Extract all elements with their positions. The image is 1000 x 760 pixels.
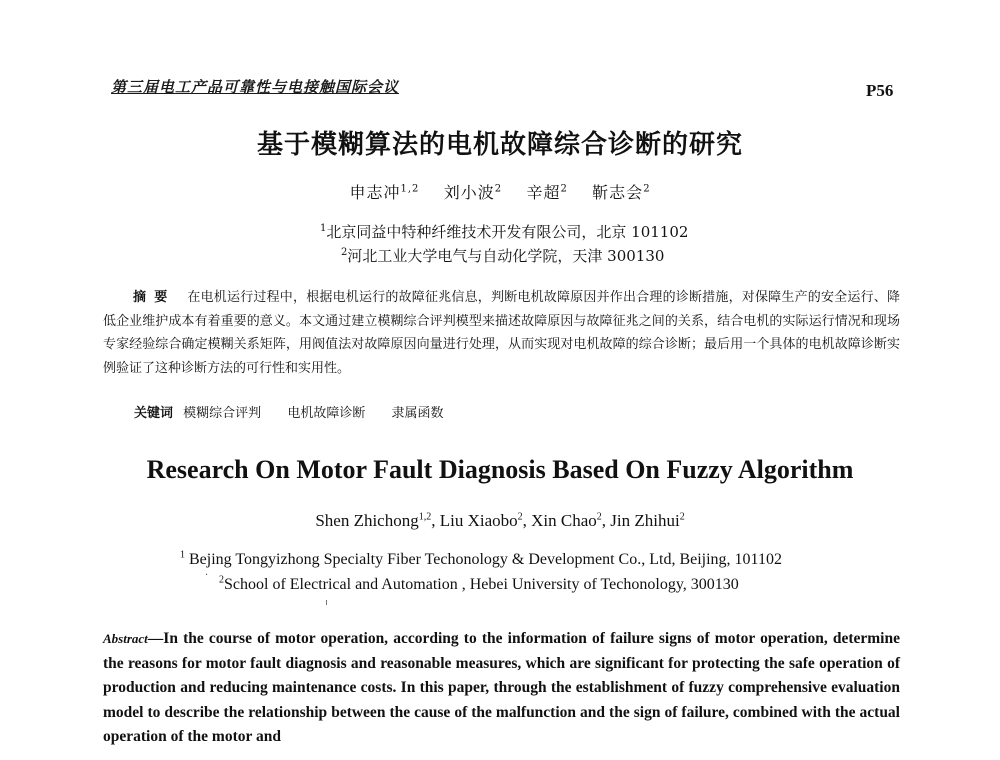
author-name: Liu Xiaobo	[439, 511, 518, 530]
affiliation-mark: 1	[180, 549, 185, 561]
english-authors: Shen Zhichong$^{1,2}$, Liu Xiaobo$^2$, Xin Chao$^2$, Jin Zhihui$^2$	[315, 511, 685, 530]
chinese-keywords	[134, 402, 465, 421]
english-affiliation-1	[180, 551, 782, 569]
chinese-affiliation-2	[341, 245, 664, 266]
chinese-authors	[0, 180, 1000, 203]
affiliation-text: 北京同益中特种纤维技术开发有限公司，北京 101102	[326, 223, 689, 241]
author-affiliation-mark: 1,2	[400, 183, 420, 195]
conference-header: 第三届电工产品可靠性与电接触国际会议	[111, 78, 400, 96]
abstract-text: 在电机运行过程中，根据电机运行的故障征兆信息，判断电机故障原因并作出合理的诊断措施，对保障生产的安全运行、降低企业维护成本有着重要的意义。本文通过建立模糊综合评判模型来描述故障原因与故障征兆之间的关系，结合电机的实际运行情况和现场专家经验综合确定模糊关系矩阵，用阀值法对故障原因向量进行处理，从而实现对电机故障的综合诊断；最后用一个具体的电机故障诊断实例验证了这种诊断方法的可行性和实用性。	[103, 290, 900, 376]
affiliation-mark: 2	[219, 574, 224, 586]
abstract-label: Abstract	[103, 631, 148, 646]
author-affiliation-mark: 1,2	[418, 511, 432, 523]
abstract-label: 摘要	[133, 290, 176, 305]
keyword: 隶属函数	[391, 406, 444, 421]
affiliation-text: Bejing Tongyizhong Specialty Fiber Techonology & Development Co., Ltd, Beijing, 101102	[189, 551, 782, 568]
author-name: Shen Zhichong	[315, 511, 419, 530]
author-affiliation-mark: 2	[494, 183, 503, 195]
author-affiliation-mark: 2	[517, 511, 523, 523]
affiliation-text: 河北工业大学电气与自动化学院，天津 300130	[347, 247, 665, 265]
author-affiliation-mark: 2	[643, 183, 651, 195]
page-number: P56	[866, 81, 894, 100]
affiliation-mark: 2	[341, 247, 348, 258]
english-affiliation-2	[219, 576, 739, 594]
scan-speck: ·	[205, 570, 209, 581]
author-name: 申志冲	[349, 183, 401, 202]
author-name: Xin Chao	[531, 511, 597, 530]
keyword: 电机故障诊断	[287, 406, 366, 421]
english-title: Research On Motor Fault Diagnosis Based On Fuzzy Algorithm	[146, 455, 854, 484]
author-name: 辛超	[526, 183, 561, 202]
author-name: Jin Zhihui	[610, 511, 680, 530]
author-name: 刘小波	[443, 183, 495, 202]
affiliation-mark: 1	[320, 223, 327, 234]
scan-speck	[326, 600, 327, 605]
chinese-abstract	[103, 286, 900, 380]
author-affiliation-mark: 2	[679, 511, 685, 523]
author-name: 靳志会	[592, 183, 644, 202]
chinese-affiliation-1	[320, 221, 688, 242]
author-affiliation-mark: 2	[560, 183, 568, 195]
keywords-label: 关键词	[134, 406, 174, 421]
affiliation-text: School of Electrical and Automation , Hebei University of Techonology, 300130	[224, 576, 739, 593]
chinese-title: 基于模糊算法的电机故障综合诊断的研究	[256, 130, 743, 160]
english-abstract	[103, 627, 900, 750]
keyword: 模糊综合评判	[183, 406, 262, 421]
abstract-text: —In the course of motor operation, according to the information of failure signs of motor operation, determine the reasons for motor fault diagnosis and reasonable measures, which are significant for protecting the safe operation of production and reducing maintenance costs. In this paper, through the establishment of fuzzy comprehensive evaluation model to describe the relationship between the cause of the malfunction and the sign of failure, combined with the actual operation of the motor and	[103, 630, 900, 746]
author-affiliation-mark: 2	[596, 511, 602, 523]
